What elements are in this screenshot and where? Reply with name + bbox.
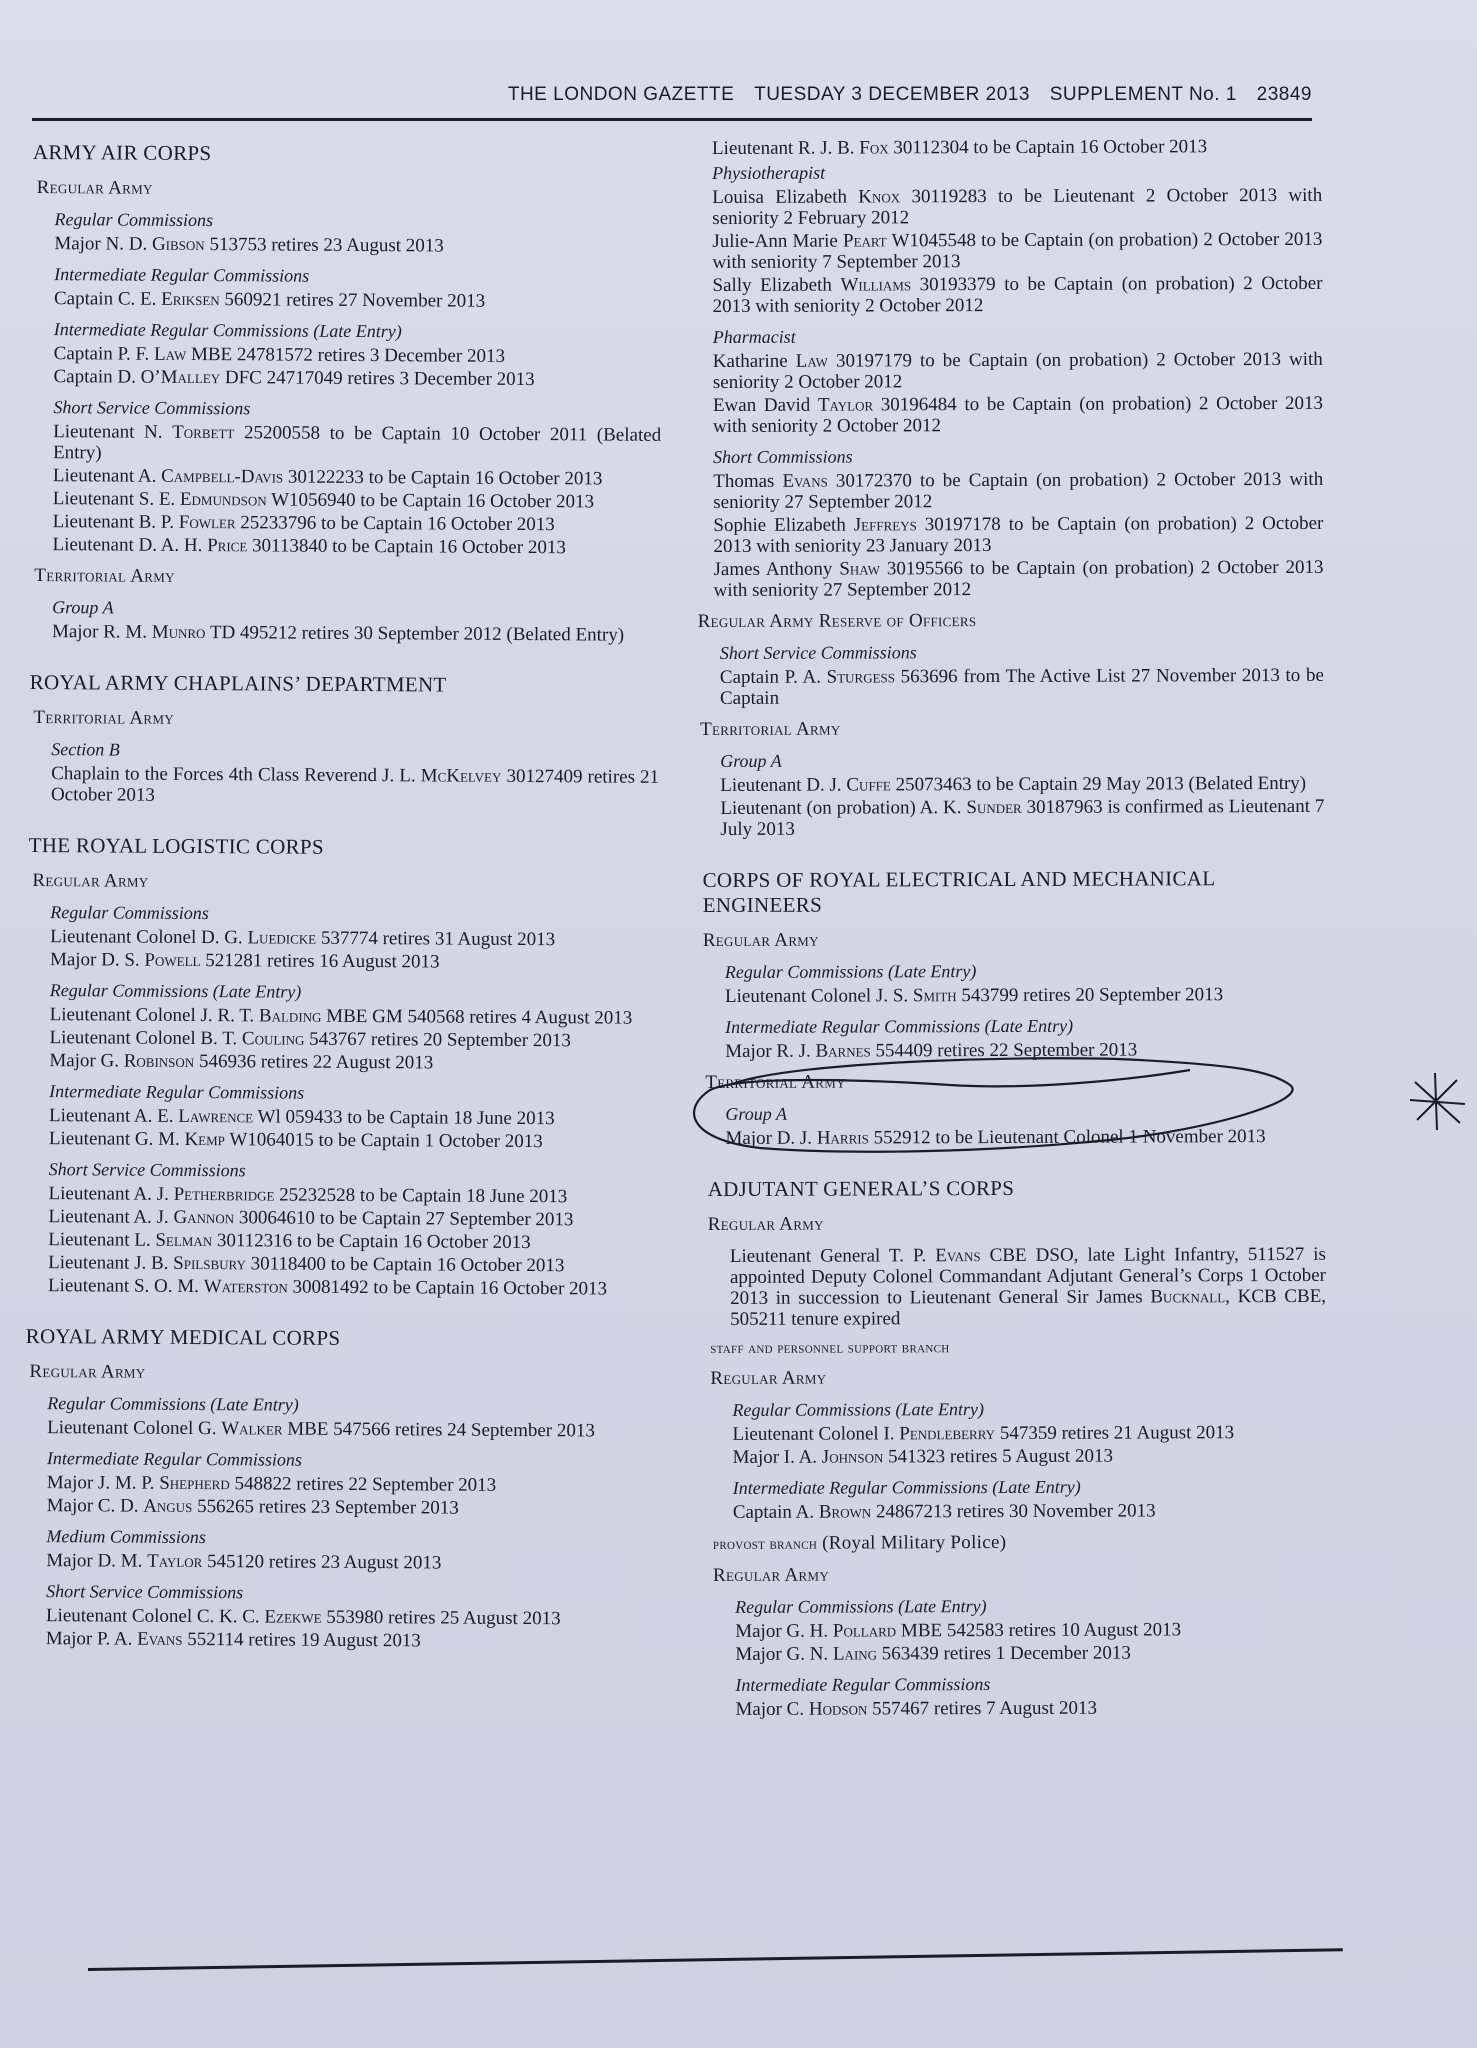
gazette-entry: Ewan David Taylor 30196484 to be Captain (on probation) 2 October 2013 with seniority 2 October 2012: [712, 392, 1323, 437]
gazette-entry: Lieutenant D. J. Cuffe 25073463 to be Captain 29 May 2013 (Belated Entry): [720, 772, 1307, 796]
subsection-heading: Intermediate Regular Commissions: [46, 1448, 302, 1470]
gazette-entry: Major D. S. Powell 521281 retires 16 August 2013: [49, 949, 440, 973]
gazette-entry: Lieutenant (on probation) A. K. Sunder 30187963 is confirmed as Lieutenant 7 July 2013: [720, 795, 1325, 840]
army-heading: Regular Army Reserve of Officers: [697, 610, 977, 633]
gazette-entry: Major G. H. Pollard MBE 542583 retires 10 August 2013: [735, 1619, 1182, 1642]
publication-date: TUESDAY 3 DECEMBER 2013: [754, 84, 1030, 105]
left-column: [24, 138, 663, 1663]
section-title: CORPS OF ROYAL ELECTRICAL AND MECHANICAL ENGINEERS: [702, 866, 1215, 918]
right-column: [697, 136, 1328, 1730]
publication-name: THE LONDON GAZETTE: [507, 84, 735, 105]
gazette-entry: Major N. D. Gibson 513753 retires 23 August 2013: [54, 233, 444, 257]
page-number: 23849: [1256, 84, 1312, 105]
subsection-heading: Pharmacist: [712, 326, 796, 347]
gazette-entry: Lieutenant General T. P. Evans CBE DSO, late Light Infantry, 511527 is appointed Deputy Colonel Commandant Adjutant General’s Corps 1 October 2013 in succession to Lieutenant General Sir James Bucknall, KCB CBE, 505211 tenure expired: [729, 1243, 1327, 1330]
page-header: [494, 84, 1312, 106]
subsection: [733, 1476, 1327, 1523]
gazette-entry: Captain P. A. Sturgess 563696 from The Active List 27 November 2013 to be Captain: [719, 664, 1324, 709]
subsection: [725, 960, 1325, 1007]
army-heading: Regular Army: [702, 929, 819, 952]
subsection: [49, 1081, 657, 1153]
subsection-heading: Intermediate Regular Commissions: [49, 1081, 305, 1103]
handwritten-asterisk-icon: [1405, 1068, 1475, 1138]
subsection: [52, 597, 660, 646]
gazette-entry: Lieutenant R. J. B. Fox 30112304 to be Captain 16 October 2013: [712, 136, 1208, 159]
army-heading: Territorial Army: [705, 1071, 846, 1094]
subsection-heading: Group A: [720, 750, 782, 771]
gazette-entry: Lieutenant Colonel J. S. Smith 543799 retires 20 September 2013: [724, 984, 1224, 1007]
subsection: [54, 209, 662, 258]
gazette-entry: Lieutenant Colonel I. Pendleberry 547359 retires 21 August 2013: [732, 1422, 1235, 1445]
subsection: [47, 1393, 655, 1442]
subsection: [725, 1015, 1325, 1062]
gazette-entry: Lieutenant S. E. Edmundson W1056940 to be Captain 16 October 2013: [52, 488, 595, 513]
subsection-heading: Intermediate Regular Commissions: [735, 1674, 991, 1695]
section-title: ROYAL ARMY MEDICAL CORPS: [25, 1323, 341, 1350]
army-heading: Regular Army: [707, 1213, 824, 1236]
subsection: [712, 161, 1323, 317]
army-heading: Territorial Army: [34, 565, 175, 587]
subsection: [725, 1102, 1325, 1149]
gazette-entry: Captain P. F. Law MBE 24781572 retires 3 December 2013: [53, 343, 506, 367]
subsection-heading: Group A: [52, 597, 114, 618]
supplement-label: SUPPLEMENT No. 1: [1049, 84, 1237, 105]
subsection-heading: Group A: [725, 1103, 787, 1124]
subsection: [52, 397, 661, 559]
subsection-heading: Regular Commissions (Late Entry): [47, 1393, 299, 1415]
subsection-heading: Intermediate Regular Commissions: [54, 264, 310, 286]
gazette-entry: Captain C. E. Eriksen 560921 retires 27 November 2013: [53, 288, 486, 312]
subsection-heading: Regular Commissions: [50, 902, 209, 924]
subsection: [49, 980, 658, 1075]
gazette-entry: Lieutenant Colonel J. R. T. Balding MBE GM 540568 retires 4 August 2013: [49, 1004, 633, 1029]
subsection: [720, 641, 1324, 709]
army-heading: Territorial Army: [700, 718, 841, 741]
gazette-entry: Major D. M. Taylor 545120 retires 23 August 2013: [46, 1550, 442, 1574]
subsection-heading: Intermediate Regular Commissions (Late Entry): [732, 1476, 1081, 1498]
gazette-entry: Lieutenant Colonel C. K. C. Ezekwe 553980 retires 25 August 2013: [45, 1605, 561, 1630]
gazette-entry: Lieutenant L. Selman 30112316 to be Captain 16 October 2013: [48, 1229, 531, 1254]
gazette-entry: Lieutenant A. J. Gannon 30064610 to be Captain 27 September 2013: [48, 1206, 574, 1231]
gazette-entry: Lieutenant N. Torbett 25200558 to be Captain 10 October 2011 (Belated Entry): [53, 421, 662, 464]
subsection-heading: Regular Commissions: [54, 209, 214, 231]
gazette-entry: Captain A. Brown 24867213 retires 30 November 2013: [732, 1500, 1156, 1523]
subsection: [47, 1448, 655, 1520]
branch-heading: provost branch (Royal Military Police): [712, 1531, 1007, 1554]
subsection: [48, 1159, 657, 1300]
gazette-entry: Lieutenant Colonel G. Walker MBE 547566 retires 24 September 2013: [47, 1417, 595, 1442]
subsection-heading: Regular Commissions (Late Entry): [735, 1596, 987, 1617]
subsection-heading: Regular Commissions (Late Entry): [732, 1399, 984, 1420]
subsection-heading: Regular Commissions (Late Entry): [49, 980, 302, 1002]
gazette-entry: Louisa Elizabeth Knox 30119283 to be Lieutenant 2 October 2013 with seniority 2 February 2012: [712, 184, 1323, 229]
gazette-entry: Chaplain to the Forces 4th Class Reverend J. L. McKelvey 30127409 retires 21 October 2013: [50, 763, 660, 806]
army-heading: Regular Army: [710, 1367, 827, 1390]
subsection-heading: Short Service Commissions: [719, 642, 917, 663]
subsection: [735, 1673, 1327, 1720]
subsection: [713, 445, 1324, 601]
gazette-entry: Major R. M. Munro TD 495212 retires 30 September 2012 (Belated Entry): [51, 621, 625, 646]
gazette-entry: Major C. Hodson 557467 retires 7 August 2013: [735, 1697, 1097, 1720]
gazette-entry: Lieutenant Colonel D. G. Luedicke 537774 retires 31 August 2013: [50, 926, 556, 951]
gazette-entry: Thomas Evans 30172370 to be Captain (on probation) 2 October 2013 with seniority 27 September 2012: [713, 468, 1324, 513]
subsection: [730, 1244, 1326, 1330]
subsection-heading: Regular Commissions (Late Entry): [724, 961, 977, 982]
army-heading: Regular Army: [32, 870, 149, 892]
gazette-entry: Lieutenant A. J. Petherbridge 25232528 to be Captain 18 June 2013: [48, 1183, 568, 1208]
gazette-entry: Lieutenant A. Campbell-Davis 30122233 to be Captain 16 October 2013: [52, 465, 603, 490]
gazette-entry: Major J. M. P. Shepherd 548822 retires 22 September 2013: [46, 1472, 497, 1496]
gazette-entry: Lieutenant S. O. M. Waterston 30081492 to be Captain 16 October 2013: [47, 1275, 608, 1300]
subsection: [732, 1398, 1326, 1468]
army-heading: Regular Army: [36, 177, 153, 199]
subsection-heading: Short Service Commissions: [53, 397, 251, 419]
gazette-entry: Captain D. O’Malley DFC 24717049 retires 3 December 2013: [53, 366, 535, 391]
gazette-entry: Lieutenant G. M. Kemp W1064015 to be Captain 1 October 2013: [48, 1128, 543, 1153]
subsection-heading: Medium Commissions: [46, 1526, 207, 1548]
subsection: [53, 319, 661, 391]
gazette-entry: Lieutenant J. B. Spilsbury 30118400 to be Captain 16 October 2013: [48, 1252, 565, 1277]
subsection-heading: Section B: [51, 739, 120, 760]
subsection: [735, 1595, 1327, 1665]
subsection-heading: Intermediate Regular Commissions (Late Entry): [53, 319, 402, 342]
header-rule: [32, 118, 1312, 121]
subsection: [720, 749, 1324, 840]
branch-heading: staff and personnel support branch: [710, 1339, 950, 1358]
gazette-entry: Lieutenant Colonel B. T. Couling 543767 retires 20 September 2013: [49, 1027, 571, 1052]
section-title: ADJUTANT GENERAL’S CORPS: [707, 1175, 1015, 1202]
gazette-entry: Sally Elizabeth Williams 30193379 to be Captain (on probation) 2 October 2013 with seniority 2 October 2012: [712, 272, 1323, 317]
subsection: [46, 1526, 654, 1575]
gazette-entry: Lieutenant D. A. H. Price 30113840 to be Captain 16 October 2013: [52, 534, 566, 559]
gazette-entry: Major P. A. Evans 552114 retires 19 August 2013: [45, 1628, 421, 1652]
gazette-entry: Major G. Robinson 546936 retires 22 August 2013: [49, 1050, 434, 1074]
subsection-heading: Short Commissions: [713, 446, 853, 467]
subsection-heading: Short Service Commissions: [46, 1581, 244, 1603]
subsection: [713, 325, 1323, 437]
subsection-heading: Short Service Commissions: [48, 1159, 246, 1181]
section-title: ROYAL ARMY CHAPLAINS’ DEPARTMENT: [29, 669, 447, 697]
subsection-heading: Physiotherapist: [712, 162, 826, 183]
gazette-entry: Major D. J. Harris 552912 to be Lieutenant Colonel 1 November 2013: [725, 1126, 1266, 1149]
gazette-entry: Julie-Ann Marie Peart W1045548 to be Captain (on probation) 2 October 2013 with seniority 7 September 2013: [712, 228, 1323, 273]
gazette-entry: James Anthony Shaw 30195566 to be Captain (on probation) 2 October 2013 with seniority 27 September 2012: [713, 556, 1324, 601]
subsection: [46, 1581, 654, 1653]
subsection-heading: Intermediate Regular Commissions (Late Entry): [725, 1015, 1074, 1037]
gazette-entry: Major I. A. Johnson 541323 retires 5 August 2013: [732, 1445, 1113, 1468]
gazette-entry: Sophie Elizabeth Jeffreys 30197178 to be Captain (on probation) 2 October 2013 with seniority 23 January 2013: [713, 512, 1324, 557]
gazette-entry: Lieutenant B. P. Fowler 25233796 to be Captain 16 October 2013: [52, 511, 555, 536]
army-heading: Regular Army: [712, 1564, 830, 1587]
subsection: [50, 902, 658, 974]
gazette-entry: Katharine Law 30197179 to be Captain (on probation) 2 October 2013 with seniority 2 October 2012: [712, 348, 1323, 393]
army-heading: Territorial Army: [33, 707, 175, 729]
gazette-entry: Major C. D. Angus 556265 retires 23 September 2013: [46, 1495, 459, 1519]
gazette-entry: Major G. N. Laing 563439 retires 1 December 2013: [735, 1642, 1131, 1665]
footer-rule: [88, 1948, 1343, 1971]
subsection: [51, 739, 659, 809]
gazette-entry: Lieutenant A. E. Lawrence Wl 059433 to be Captain 18 June 2013: [48, 1105, 555, 1130]
gazette-entry: Major R. J. Barnes 554409 retires 22 September 2013: [725, 1039, 1138, 1062]
section-title: THE ROYAL LOGISTIC CORPS: [28, 832, 324, 859]
subsection: [54, 264, 662, 313]
army-heading: Regular Army: [29, 1361, 146, 1383]
section-title: ARMY AIR CORPS: [32, 139, 212, 166]
